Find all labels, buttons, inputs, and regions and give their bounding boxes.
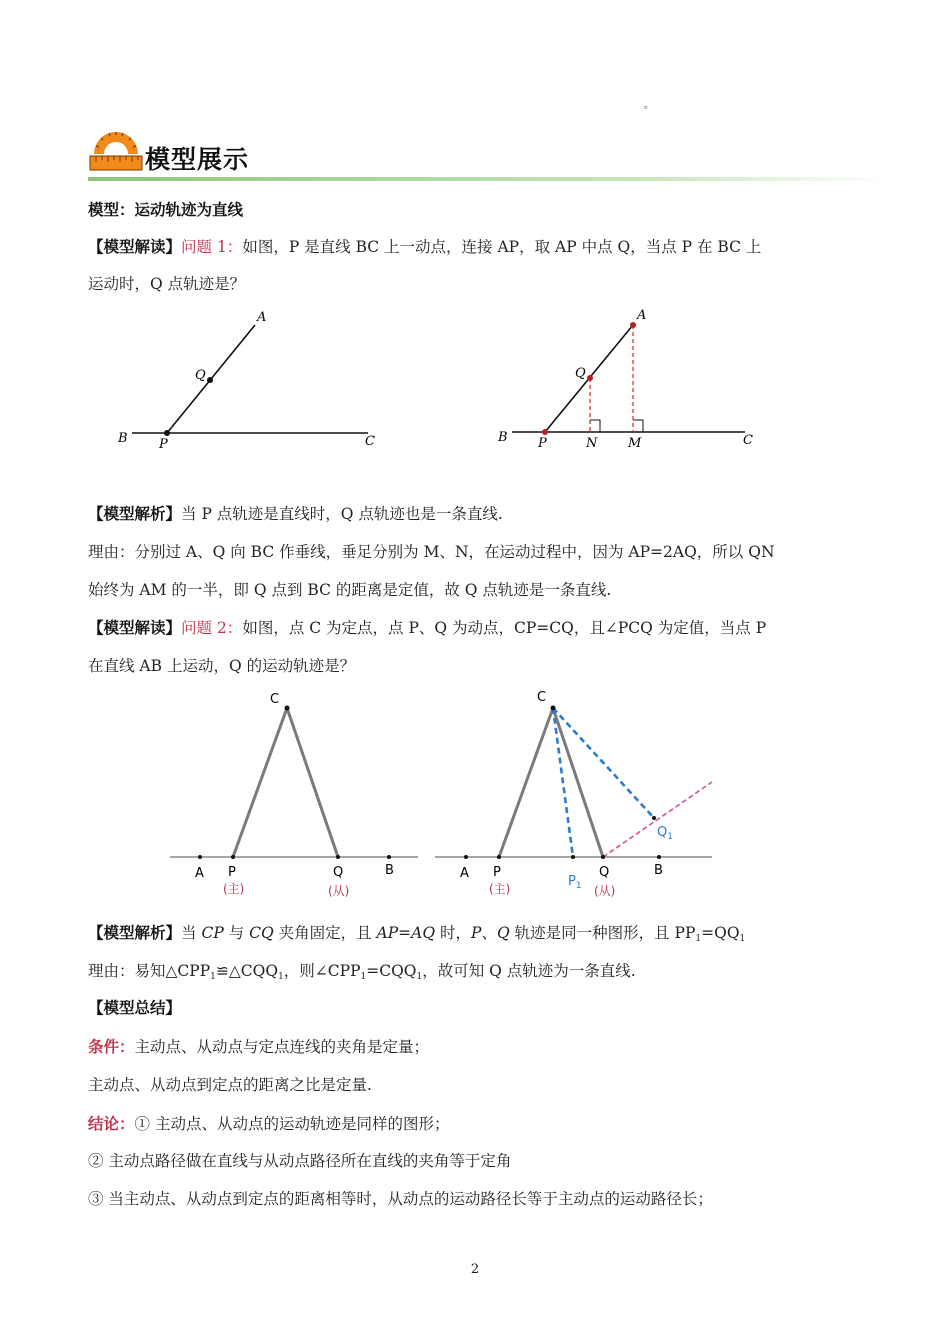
point-b	[387, 855, 391, 859]
point-q	[207, 377, 213, 383]
a2-reason	[88, 961, 636, 987]
a2-q: Q	[496, 924, 510, 942]
a2-r4: =CQQ	[366, 962, 417, 980]
point-c	[285, 706, 290, 711]
point-q1	[652, 816, 656, 820]
q1-text: 如图，P 是直线 BC 上一动点，连接 AP，取 AP 中点 Q，当点 P 在 BC 上	[242, 238, 762, 256]
summary-cond2: 主动点、从动点到定点的距离之比是定量.	[88, 1076, 372, 1094]
a2-rs1: 1	[210, 972, 216, 982]
label-p: P	[159, 437, 168, 452]
a2-rs4: 1	[416, 972, 423, 982]
q2-text: 如图，点 C 为定点，点 P、Q 为动点，CP=CQ，且∠PCQ 为定值，当点 P	[242, 619, 767, 637]
figure-1-left	[117, 310, 375, 452]
label-c: C	[365, 434, 375, 449]
a2-ap: AP	[376, 924, 399, 942]
locus-of-q	[603, 782, 712, 857]
label-b: B	[385, 863, 394, 878]
point-a	[630, 322, 636, 328]
section-title: 模型展示	[145, 145, 250, 174]
a2-aq: AQ	[411, 924, 436, 942]
concl1-text: ① 主动点、从动点的运动轨迹是同样的图形；	[134, 1115, 450, 1133]
right-angle-n	[590, 420, 600, 432]
top-mark: 。	[644, 100, 654, 111]
a1-bracket: 【模型解析】	[88, 504, 182, 523]
label-q: Q	[599, 865, 610, 880]
a2-t2: 与	[223, 924, 250, 942]
q1-line1	[88, 237, 761, 257]
label-q: Q	[333, 865, 344, 880]
segment-cq	[287, 708, 338, 857]
page-number: 2	[470, 1262, 480, 1277]
a2-t1: 当	[181, 924, 202, 942]
point-a	[464, 855, 468, 859]
segment-cp	[233, 708, 287, 857]
label-m: M	[628, 436, 642, 451]
point-q	[587, 375, 593, 381]
protractor-ruler-icon	[88, 124, 144, 174]
label-a: A	[195, 866, 204, 881]
a2-r2: ≌△CQQ	[215, 962, 279, 980]
header-divider	[88, 176, 888, 182]
label-main: (主)	[223, 882, 245, 896]
segment-cp	[499, 708, 553, 857]
segment-cq1	[553, 708, 654, 818]
a2-t8: =QQ	[701, 924, 740, 942]
a2-t5: 时，	[435, 924, 472, 942]
q1-label: 问题 1：	[181, 238, 243, 256]
label-a: A	[637, 308, 647, 323]
point-b	[657, 855, 661, 859]
summary-title: 【模型总结】	[88, 998, 182, 1017]
figure-2	[160, 685, 720, 905]
a2-bracket: 【模型解析】	[88, 923, 182, 942]
label-follow: (从)	[594, 884, 616, 898]
q1-line2: 运动时，Q 点轨迹是？	[88, 275, 246, 293]
label-main: (主)	[489, 882, 511, 896]
label-c: C	[537, 690, 547, 705]
label-b: B	[498, 430, 508, 445]
label-q: Q	[195, 368, 206, 383]
point-p	[231, 855, 235, 859]
a2-t6: 、	[481, 924, 497, 942]
summary-concl2: ② 主动点路径做在直线与从动点路径所在直线的夹角等于定角	[88, 1152, 512, 1170]
a1-reason1: 理由：分别过 A、Q 向 BC 作垂线，垂足分别为 M、N，在运动过程中，因为 AP=2AQ，所以 QN	[88, 543, 775, 561]
a2-sub1: 1	[695, 934, 702, 944]
summary-concl3: ③ 当主动点、从动点到定点的距离相等时，从动点的运动路径长等于主动点的运动路径长；	[88, 1190, 713, 1208]
point-p	[164, 430, 170, 436]
label-b: B	[654, 863, 663, 878]
cond-label: 条件：	[88, 1037, 135, 1056]
segment-cq	[553, 708, 603, 857]
figure-1-right	[497, 308, 753, 451]
label-p: P	[228, 865, 236, 880]
cond1-text: 主动点、从动点与定点连线的夹角是定量；	[134, 1038, 430, 1056]
a2-cp: CP	[201, 924, 224, 942]
label-a: A	[257, 310, 267, 325]
concl-label: 结论：	[88, 1114, 135, 1133]
label-c: C	[270, 692, 280, 707]
a2-sub2: 1	[739, 934, 746, 944]
q2-line1	[88, 618, 766, 638]
a2-t4: =	[398, 924, 412, 942]
q1-bracket: 【模型解读】	[88, 237, 182, 256]
q2-bracket: 【模型解读】	[88, 618, 182, 637]
figure-2-right	[435, 690, 712, 898]
point-c	[551, 706, 556, 711]
a2-r3: ，则∠CPP	[283, 962, 361, 980]
a1-text: 当 P 点轨迹是直线时，Q 点轨迹也是一条直线.	[181, 505, 503, 523]
point-p1	[571, 855, 575, 859]
a2-p: P	[471, 924, 482, 942]
label-c: C	[743, 433, 753, 448]
summary-concl1	[88, 1114, 449, 1134]
model-title: 模型：运动轨迹为直线	[88, 200, 244, 219]
a2-t7: 轨迹是同一种图形，且 PP	[509, 924, 696, 942]
a2-rs3: 1	[360, 972, 367, 982]
point-q	[601, 855, 605, 859]
a1-line	[88, 504, 503, 524]
label-follow: (从)	[328, 884, 350, 898]
q2-line2: 在直线 AB 上运动，Q 的运动轨迹是？	[88, 657, 356, 675]
a2-line	[88, 923, 745, 949]
label-q1: $Q_1$	[657, 825, 673, 842]
figure-2-left	[170, 692, 418, 898]
label-a: A	[460, 866, 469, 881]
label-n: N	[586, 436, 598, 451]
summary-cond1	[88, 1037, 429, 1057]
a2-r1: 理由：易知△CPP	[88, 962, 211, 980]
figure-1	[100, 305, 800, 455]
a2-rs2: 1	[278, 972, 284, 982]
right-angle-m	[633, 420, 643, 432]
a2-cq: CQ	[249, 924, 274, 942]
label-p: P	[493, 865, 501, 880]
point-p	[542, 429, 548, 435]
point-a	[198, 855, 202, 859]
q2-label: 问题 2：	[181, 619, 243, 637]
a1-reason2: 始终为 AM 的一半，即 Q 点到 BC 的距离是定值，故 Q 点轨迹是一条直线.	[88, 581, 612, 599]
a2-r5: ，故可知 Q 点轨迹为一条直线.	[422, 962, 636, 980]
point-q	[336, 855, 340, 859]
label-p1: $P_1$	[568, 874, 582, 891]
label-b: B	[118, 431, 128, 446]
label-p: P	[538, 436, 547, 451]
label-q: Q	[575, 366, 586, 381]
a2-t3: 夹角固定，且	[273, 924, 377, 942]
point-p	[497, 855, 501, 859]
segment-cp1	[553, 708, 573, 857]
